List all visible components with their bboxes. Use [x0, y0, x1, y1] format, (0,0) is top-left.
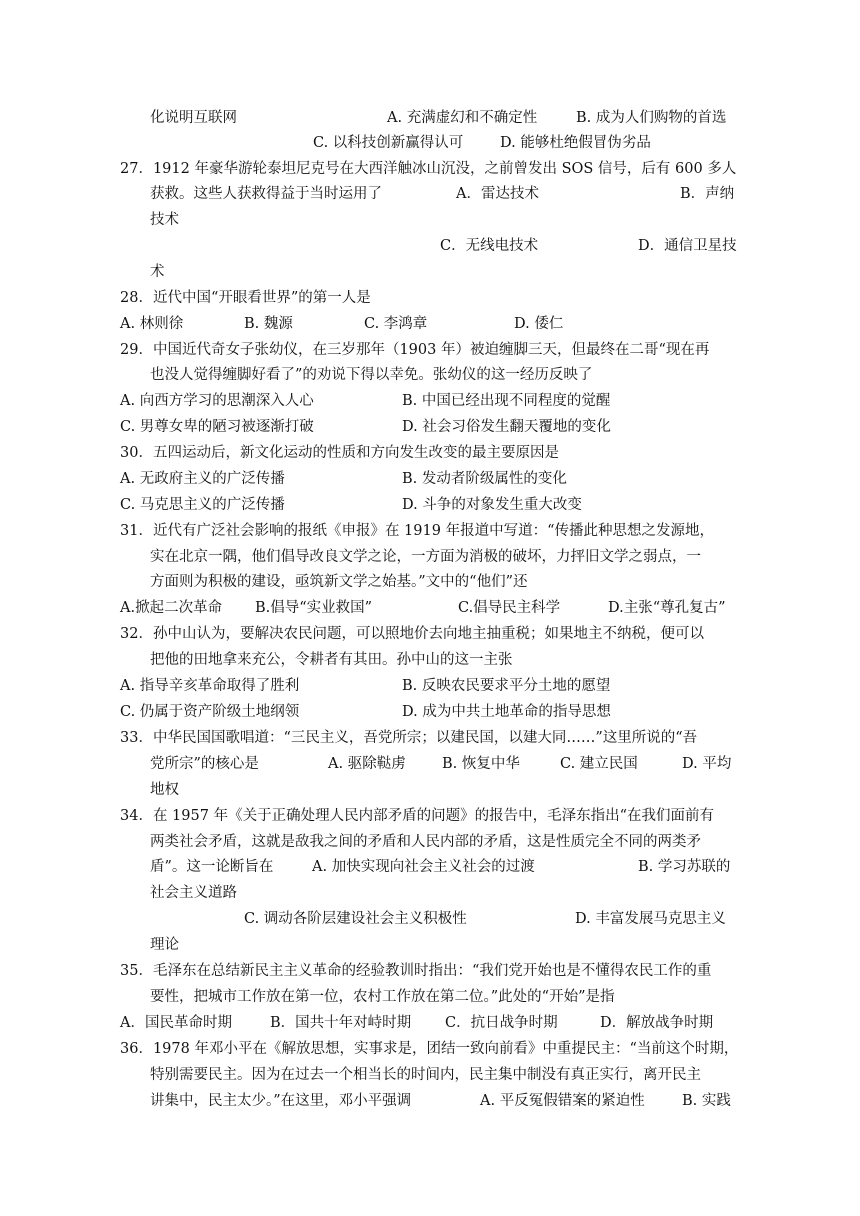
q29-option-c: C. 男尊女卑的陋习被逐渐打破	[120, 419, 314, 435]
q27-option-d: D．通信卫星技	[638, 238, 737, 254]
q27-line2	[150, 182, 740, 206]
q33-option-d: D. 平均	[682, 756, 732, 772]
q32-option-d: D. 成为中共土地革命的指导思想	[402, 704, 611, 720]
q34-line4: 社会主义道路	[150, 885, 237, 901]
q33-line3: 地权	[150, 782, 179, 798]
q34-line1: 34．在 1957 年《关于正确处理人民内部矛盾的问题》的报告中，毛泽东指出“在我们面前有	[120, 808, 714, 824]
q29-option-b: B. 中国已经出现不同程度的觉醒	[402, 393, 611, 409]
q32-option-a: A. 指导辛亥革命取得了胜利	[120, 678, 300, 694]
q30-option-b: B. 发动者阶级属性的变化	[402, 471, 567, 487]
q34-line6: 理论	[150, 937, 179, 953]
q28-options	[120, 312, 740, 336]
q30-options-2	[120, 493, 740, 517]
q35-line1: 35．毛泽东在总结新民主主义革命的经验教训时指出：“我们党开始也是不懂得农民工作的重	[120, 963, 712, 979]
q31-option-c: C.倡导民主科学	[458, 600, 561, 616]
q27-line3: 技术	[150, 212, 179, 228]
q34-option-a: A. 加快实现向社会主义社会的过渡	[312, 859, 535, 875]
q26-option-c: C. 以科技创新赢得认可	[313, 135, 464, 151]
q36-line2: 特别需要民主。因为在过去一个相当长的时间内，民主集中制没有真正实行，离开民主	[150, 1067, 701, 1083]
q27-line5: 术	[150, 264, 165, 280]
q36-line1: 36．1978 年邓小平在《解放思想，实事求是，团结一致向前看》中重提民主：“当前这个时期，	[120, 1041, 739, 1057]
q34-option-c: C. 调动各阶层建设社会主义积极性	[244, 911, 467, 927]
q30-option-a: A. 无政府主义的广泛传播	[120, 471, 285, 487]
q27-option-c: C．无线电技术	[440, 238, 539, 254]
q27-stem: 获救。这些人获救得益于当时运用了	[150, 186, 382, 202]
q35-option-d: D．解放战争时期	[600, 1015, 714, 1031]
q34-line3	[150, 855, 740, 879]
q27-option-a: A．雷达技术	[456, 186, 539, 202]
q26-line1	[150, 106, 740, 130]
q31-line3: 方面则为积极的建设，亟筑新文学之始基。”文中的“他们”还	[150, 574, 528, 590]
q33-option-b: B. 恢复中华	[442, 756, 520, 772]
q33-option-c: C. 建立民国	[560, 756, 638, 772]
q33-option-a: A. 驱除鞑虏	[328, 756, 406, 772]
q35-line2: 要性，把城市工作放在第一位，农村工作放在第二位。”此处的“开始”是指	[150, 989, 615, 1005]
q28-stem: 28．近代中国“开眼看世界”的第一人是	[120, 290, 371, 306]
q32-option-c: C. 仍属于资产阶级土地纲领	[120, 704, 300, 720]
q36-line3	[150, 1089, 740, 1113]
q29-line1: 29．中国近代奇女子张幼仪，在三岁那年（1903 年）被迫缠脚三天，但最终在二哥“现在再	[120, 342, 710, 358]
q26-option-d: D. 能够杜绝假冒伪劣品	[500, 135, 651, 151]
q36-option-b: B. 实践	[682, 1093, 731, 1109]
q32-options-2	[120, 700, 740, 724]
q29-options-1	[120, 389, 740, 413]
q26-line2	[150, 131, 740, 155]
q29-option-a: A. 向西方学习的思潮深入人心	[120, 393, 314, 409]
q35-option-a: A．国民革命时期	[120, 1015, 232, 1031]
q30-stem: 30．五四运动后，新文化运动的性质和方向发生改变的最主要原因是	[120, 445, 559, 461]
q26-option-b: B. 成为人们购物的首选	[576, 110, 727, 126]
q31-option-a: A.掀起二次革命	[120, 600, 223, 616]
q32-line2: 把他的田地拿来充公，令耕者有其田。孙中山的这一主张	[150, 652, 513, 668]
q34-line5	[150, 907, 740, 931]
q28-option-b: B. 魏源	[244, 316, 293, 332]
q33-stem: 党所宗”的核心是	[150, 756, 259, 772]
q26-option-a: A. 充满虚幻和不确定性	[387, 110, 538, 126]
q34-option-d: D. 丰富发展马克思主义	[575, 911, 726, 927]
q31-line1: 31．近代有广泛社会影响的报纸《申报》在 1919 年报道中写道：“传播此种思想之发源地，	[120, 523, 714, 539]
q33-line2	[150, 752, 740, 776]
q35-options	[120, 1011, 740, 1035]
q34-stem: 盾”。这一论断旨在	[150, 859, 274, 875]
q32-options-1	[120, 674, 740, 698]
q35-option-b: B．国共十年对峙时期	[270, 1015, 412, 1031]
q36-stem: 讲集中，民主太少。”在这里，邓小平强调	[150, 1093, 412, 1109]
q31-option-b: B.倡导“实业救国”	[255, 600, 373, 616]
q26-stem-tail: 化说明互联网	[150, 110, 237, 126]
q34-line2: 两类社会矛盾，这就是敌我之间的矛盾和人民内部的矛盾，这是性质完全不同的两类矛	[150, 834, 701, 850]
q32-option-b: B. 反映农民要求平分土地的愿望	[402, 678, 611, 694]
q31-line2: 实在北京一隅，他们倡导改良文学之论，一方面为消极的破坏，力抨旧文学之弱点，一	[150, 549, 701, 565]
q28-option-c: C. 李鸿章	[364, 316, 428, 332]
q36-option-a: A. 平反冤假错案的紧迫性	[480, 1093, 645, 1109]
q27-line1: 27．1912 年豪华游轮泰坦尼克号在大西洋触冰山沉没，之前曾发出 SOS 信号，后有 600 多人	[120, 161, 737, 177]
q32-line1: 32．孙中山认为，要解决农民问题，可以照地价去向地主抽重税；如果地主不纳税，便可以	[120, 626, 704, 642]
q28-option-a: A. 林则徐	[120, 316, 184, 332]
q29-options-2	[120, 415, 740, 439]
q35-option-c: C．抗日战争时期	[445, 1015, 558, 1031]
q31-options	[120, 596, 740, 620]
q33-line1: 33．中华民国国歌唱道：“三民主义，吾党所宗；以建民国，以建大同……”这里所说的“吾	[120, 730, 698, 746]
q27-line4	[150, 234, 740, 258]
q29-option-d: D. 社会习俗发生翻天覆地的变化	[402, 419, 611, 435]
q28-option-d: D. 倭仁	[514, 316, 564, 332]
q29-line2: 也没人觉得缠脚好看了”的劝说下得以幸免。张幼仪的这一经历反映了	[150, 367, 593, 383]
q27-option-b: B．声纳	[680, 186, 735, 202]
q30-option-d: D. 斗争的对象发生重大改变	[402, 497, 582, 513]
q30-options-1	[120, 467, 740, 491]
q31-option-d: D.主张“尊孔复古”	[608, 600, 726, 616]
q30-option-c: C. 马克思主义的广泛传播	[120, 497, 285, 513]
q34-option-b: B. 学习苏联的	[638, 859, 731, 875]
